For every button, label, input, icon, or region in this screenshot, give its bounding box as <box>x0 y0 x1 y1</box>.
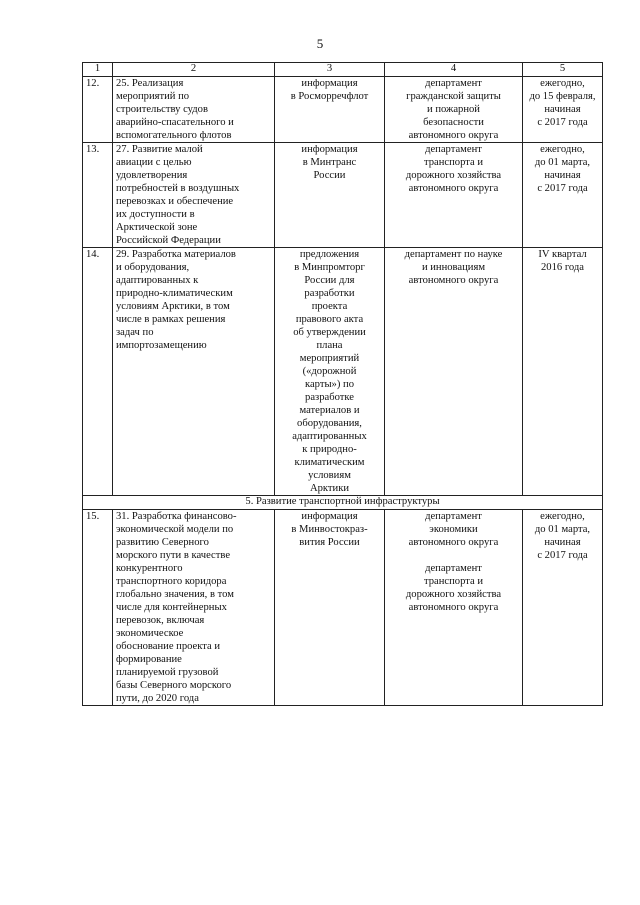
cell-line: ежегодно, <box>540 511 585 522</box>
page-number: 5 <box>316 36 324 51</box>
cell-line: департамент <box>425 144 482 155</box>
executor-cell <box>385 248 523 496</box>
cell-line: числе в рамках решения <box>116 314 226 325</box>
cell-line: департамент <box>425 563 482 574</box>
form-cell <box>275 77 385 143</box>
cell-line: условиям <box>308 470 351 481</box>
cell-line: перевозках и обеспечение <box>116 196 234 207</box>
cell-line: адаптированных <box>292 431 367 442</box>
cell-line: перевозок, включая <box>116 615 205 626</box>
cell-line: информация <box>301 78 358 89</box>
cell-line: автономного округа <box>408 537 499 548</box>
cell-line: задач по <box>116 327 154 338</box>
cell-line: до 01 марта, <box>534 524 591 535</box>
form-cell <box>275 143 385 248</box>
column-number: 1 <box>83 63 113 77</box>
row-number: 12. <box>83 77 113 143</box>
event-cell <box>113 248 275 496</box>
cell-line: плана <box>316 340 343 351</box>
cell-line: Арктики <box>309 483 350 494</box>
executor-cell <box>385 143 523 248</box>
cell-line: начиная <box>544 537 581 548</box>
cell-line: и инновациям <box>421 262 486 273</box>
cell-line: потребностей в воздушных <box>116 183 240 194</box>
cell-line: гражданской защиты <box>406 91 501 102</box>
cell-line: числе для контейнерных <box>116 602 227 613</box>
cell-line: с 2017 года <box>537 550 588 561</box>
cell-line: автономного округа <box>408 130 499 141</box>
form-cell <box>275 510 385 706</box>
cell-line: департамент по науке <box>404 249 503 260</box>
cell-line: к природно- <box>302 444 357 455</box>
cell-line: транспорта и <box>423 157 484 168</box>
cell-line: оборудования, <box>297 418 362 429</box>
cell-line: предложения <box>299 249 360 260</box>
cell-line: автономного округа <box>408 183 499 194</box>
cell-line: начиная <box>544 104 581 115</box>
cell-line: развитию Северного <box>116 537 209 548</box>
cell-line: аварийно-спасательного и <box>116 117 234 128</box>
executor-cell <box>385 77 523 143</box>
cell-line: («дорожной <box>302 366 357 377</box>
event-cell <box>113 510 275 706</box>
cell-line: 27. Развитие малой <box>116 144 203 155</box>
cell-line: карты») по <box>304 379 355 390</box>
cell-line: департамент <box>425 511 482 522</box>
cell-line: 2016 года <box>540 262 584 273</box>
cell-line: автономного округа <box>408 602 499 613</box>
cell-line: экономическое <box>116 628 184 639</box>
cell-line: адаптированных к <box>116 275 199 286</box>
cell-line: пути, до 2020 года <box>116 693 199 704</box>
column-number: 5 <box>523 63 603 77</box>
cell-line: IV квартал <box>538 249 587 260</box>
cell-line: строительству судов <box>116 104 208 115</box>
spacer <box>388 549 519 562</box>
cell-line: экономики <box>429 524 478 535</box>
section-row <box>83 496 603 510</box>
cell-line: 25. Реализация <box>116 78 184 89</box>
cell-line: с 2017 года <box>537 183 588 194</box>
cell-line: транспорта и <box>423 576 484 587</box>
row-number: 15. <box>83 510 113 706</box>
column-number: 4 <box>385 63 523 77</box>
cell-line: удовлетворения <box>116 170 188 181</box>
cell-line: и оборудования, <box>116 262 190 273</box>
cell-line: мероприятий <box>299 353 360 364</box>
column-number-row <box>83 63 603 77</box>
cell-line: природно-климатическим <box>116 288 233 299</box>
cell-line: проекта <box>311 301 348 312</box>
deadline-cell <box>523 77 603 143</box>
cell-line: дорожного хозяйства <box>405 170 502 181</box>
cell-line: разработке <box>305 392 354 403</box>
deadline-cell <box>523 143 603 248</box>
cell-line: России <box>313 170 346 181</box>
cell-line: 31. Разработка финансово- <box>116 511 237 522</box>
cell-line: в Минвостокраз- <box>291 524 368 535</box>
cell-line: автономного округа <box>408 275 499 286</box>
cell-line: информация <box>301 511 358 522</box>
cell-line: импортозамещению <box>116 340 207 351</box>
row-number: 14. <box>83 248 113 496</box>
table-row <box>83 143 603 248</box>
cell-line: 29. Разработка материалов <box>116 249 236 260</box>
cell-line: с 2017 года <box>537 117 588 128</box>
cell-line: авиации с целью <box>116 157 192 168</box>
cell-line: вспомогательного флотов <box>116 130 232 141</box>
cell-line: базы Северного морского <box>116 680 232 691</box>
cell-line: России для <box>304 275 355 286</box>
deadline-cell <box>523 248 603 496</box>
deadline-cell <box>523 510 603 706</box>
cell-line: информация <box>301 144 358 155</box>
cell-line: условиям Арктики, в том <box>116 301 230 312</box>
section-title: 5. Развитие транспортной инфраструктуры <box>83 496 603 510</box>
cell-line: в Минпромторг <box>294 262 365 273</box>
cell-line: в Минтранс <box>302 157 357 168</box>
cell-line: до 01 марта, <box>534 157 591 168</box>
column-number: 2 <box>113 63 275 77</box>
event-cell <box>113 143 275 248</box>
cell-line: морского пути в качестве <box>116 550 231 561</box>
plan-table <box>82 62 603 706</box>
cell-line: и пожарной <box>427 104 480 115</box>
cell-line: правового акта <box>295 314 364 325</box>
cell-line: материалов и <box>299 405 360 416</box>
cell-line: глобально значения, в том <box>116 589 234 600</box>
cell-line: вития России <box>299 537 360 548</box>
cell-line: климатическим <box>294 457 365 468</box>
cell-line: мероприятий по <box>116 91 190 102</box>
cell-line: обоснование проекта и <box>116 641 221 652</box>
form-cell <box>275 248 385 496</box>
cell-line: об утверждении <box>293 327 366 338</box>
event-cell <box>113 77 275 143</box>
cell-line: ежегодно, <box>540 144 585 155</box>
cell-line: до 15 февраля, <box>529 91 596 102</box>
table-row <box>83 77 603 143</box>
cell-line: конкурентного <box>116 563 183 574</box>
table-row <box>83 248 603 496</box>
row-number: 13. <box>83 143 113 248</box>
cell-line: транспортного коридора <box>116 576 227 587</box>
cell-line: формирование <box>116 654 182 665</box>
cell-line: планируемой грузовой <box>116 667 219 678</box>
cell-line: экономической модели по <box>116 524 234 535</box>
executor-cell <box>385 510 523 706</box>
cell-line: начиная <box>544 170 581 181</box>
column-number: 3 <box>275 63 385 77</box>
cell-line: их доступности в <box>116 209 195 220</box>
cell-line: безопасности <box>423 117 484 128</box>
table-row <box>83 510 603 706</box>
cell-line: разработки <box>304 288 355 299</box>
cell-line: ежегодно, <box>540 78 585 89</box>
cell-line: Арктической зоне <box>116 222 198 233</box>
cell-line: Российской Федерации <box>116 235 221 246</box>
cell-line: департамент <box>425 78 482 89</box>
cell-line: в Росморречфлот <box>290 91 369 102</box>
cell-line: дорожного хозяйства <box>405 589 502 600</box>
